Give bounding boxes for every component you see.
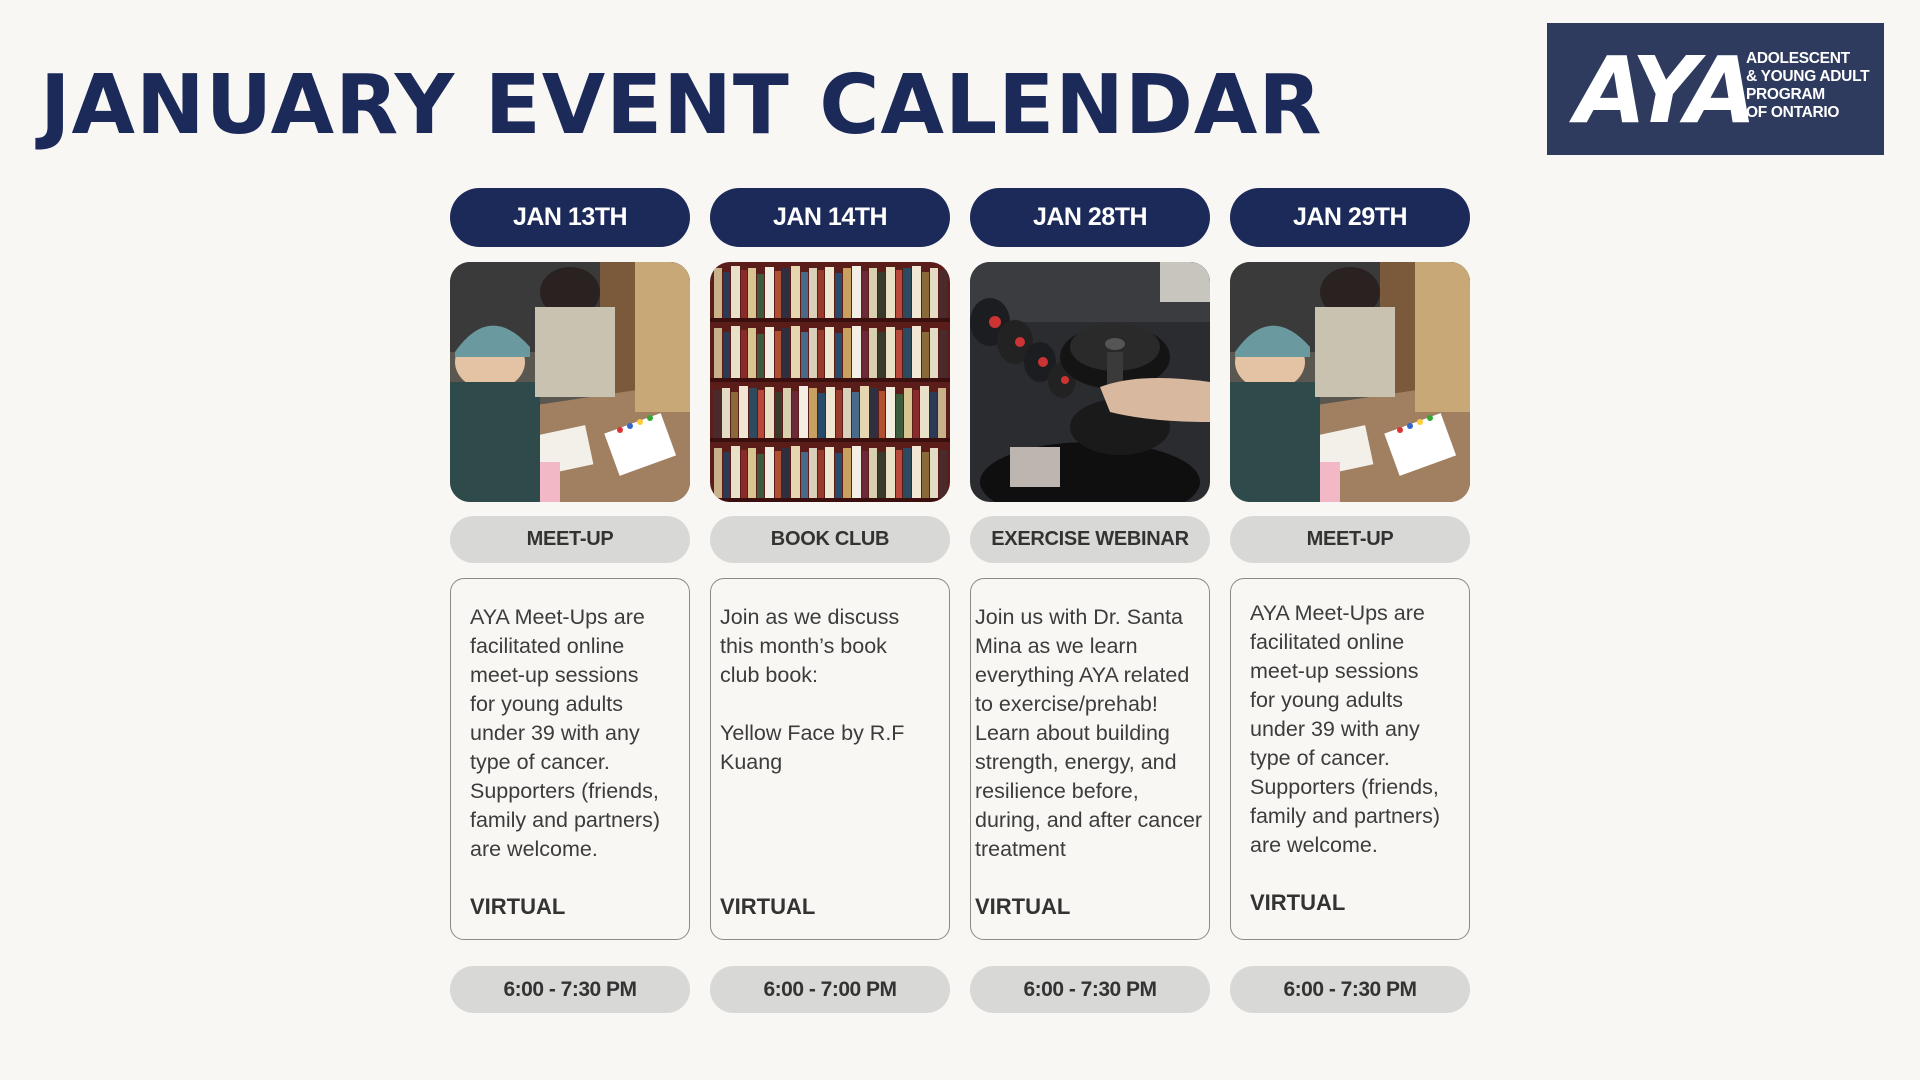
aya-logo (1547, 23, 1884, 155)
event-card-jan-28 (970, 188, 1210, 1013)
event-description-box (450, 578, 690, 940)
aya-logo-mark: AYA (1575, 37, 1753, 144)
event-description-box (710, 578, 950, 940)
event-type: MEET-UP (1230, 516, 1470, 563)
bookshelf-photo (710, 262, 950, 502)
event-card-jan-13 (450, 188, 690, 1013)
event-mode: VIRTUAL (975, 894, 1071, 919)
event-description: Join us with Dr. Santa Mina as we learn everything AYA related to exercise/prehab! Learn about building strength, energy, and resilience before, during, and after cancer treatment (975, 605, 1203, 861)
meetup-photo (450, 262, 690, 502)
event-card-jan-29 (1230, 188, 1470, 1013)
event-time: 6:00 - 7:30 PM (1230, 966, 1470, 1013)
dumbbell-photo (970, 262, 1210, 502)
page-title: JANUARY EVENT CALENDAR (40, 58, 1323, 153)
event-date: JAN 14TH (710, 188, 950, 247)
event-date: JAN 29TH (1230, 188, 1470, 247)
event-card-jan-14 (710, 188, 950, 1013)
event-description: Join as we discuss this month’s book club book: Yellow Face by R.F Kuang (720, 605, 905, 774)
event-mode: VIRTUAL (720, 894, 816, 919)
event-description-box (970, 578, 1210, 940)
event-mode: VIRTUAL (470, 894, 566, 919)
event-type: EXERCISE WEBINAR (970, 516, 1210, 563)
meetup-photo (1230, 262, 1470, 502)
event-date: JAN 13TH (450, 188, 690, 247)
event-date: JAN 28TH (970, 188, 1210, 247)
event-type: BOOK CLUB (710, 516, 950, 563)
aya-logo-text: ADOLESCENT & YOUNG ADULT PROGRAM OF ONTARIO (1746, 50, 1870, 121)
event-type: MEET-UP (450, 516, 690, 563)
event-mode: VIRTUAL (1250, 890, 1346, 915)
event-time: 6:00 - 7:30 PM (970, 966, 1210, 1013)
event-description-box (1230, 578, 1470, 940)
event-description: AYA Meet-Ups are facilitated online meet-up sessions for young adults under 39 with any type of cancer. Supporters (friends, family and partners) are welcome. (1250, 601, 1440, 857)
event-time: 6:00 - 7:00 PM (710, 966, 950, 1013)
event-time: 6:00 - 7:30 PM (450, 966, 690, 1013)
event-description: AYA Meet-Ups are facilitated online meet-up sessions for young adults under 39 with any type of cancer. Supporters (friends, family and partners) are welcome. (470, 605, 660, 861)
